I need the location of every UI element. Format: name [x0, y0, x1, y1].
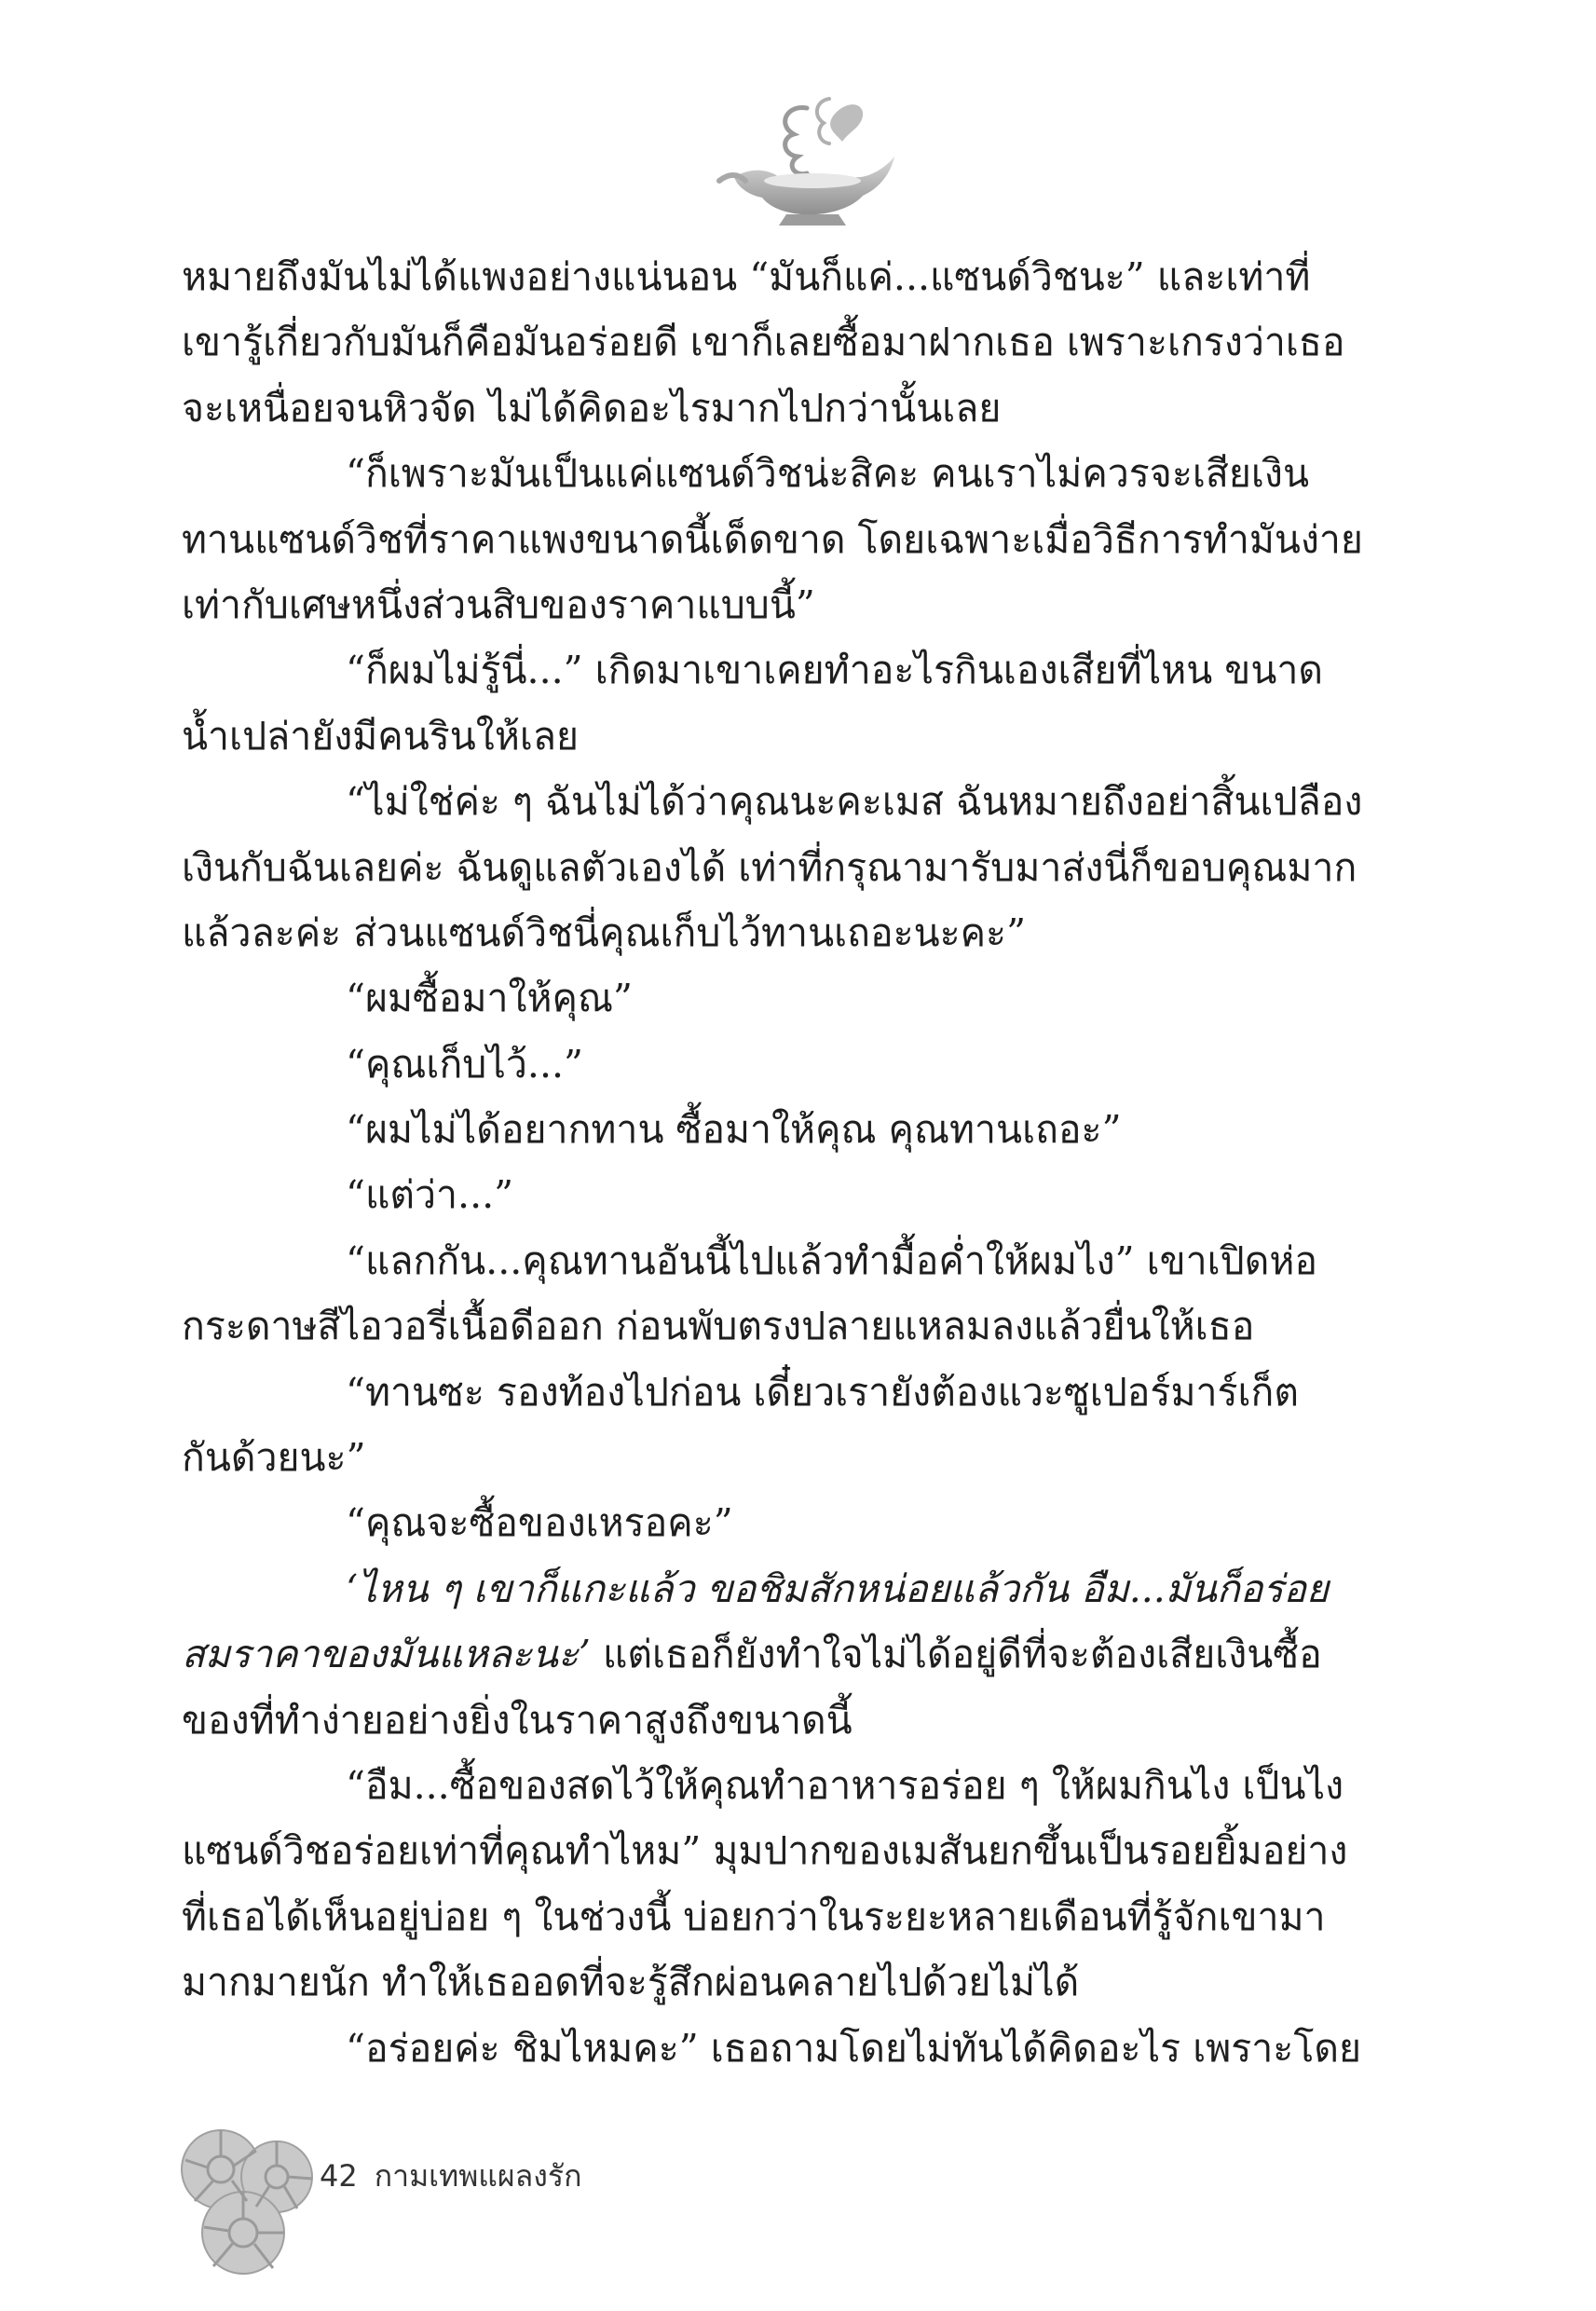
text-line: “ผมไม่ได้อยากทาน ซื้อมาให้คุณ คุณทานเถอะ”: [346, 1107, 1122, 1153]
text-line: “แต่ว่า...”: [346, 1172, 514, 1218]
text-line: เท่ากับเศษหนึ่งส่วนสิบของราคาแบบนี้”: [182, 581, 815, 627]
text-line: มากมายนัก ทำให้เธออดที่จะรู้สึกผ่อนคลายไปด้วยไม่ได้: [182, 1960, 1080, 2005]
genie-lamp-icon: [697, 91, 902, 231]
text-line: “ก็ผมไม่รู้นี่...” เกิดมาเขาเคยทำอะไรกินเองเสียที่ไหน ขนาด: [346, 648, 1324, 693]
text-line: กระดาษสีไอวอรี่เนื้อดีออก ก่อนพับตรงปลายแหลมลงแล้วยื่นให้เธอ: [182, 1304, 1255, 1349]
text-line: “แลกกัน...คุณทานอันนี้ไปแล้วทำมื้อค่ำให้ผมไง” เขาเปิดห่อ: [346, 1238, 1317, 1283]
text-line: จะเหนื่อยจนหิวจัด ไม่ได้คิดอะไรมากไปกว่านั้นเลย: [182, 385, 1002, 431]
italic-segment: สมราคาของมันแหละนะ’: [182, 1632, 591, 1677]
text-line: “คุณจะซื้อของเหรอคะ”: [346, 1500, 733, 1546]
text-line: “ไม่ใช่ค่ะ ๆ ฉันไม่ได้ว่าคุณนะคะเมส ฉันหมายถึงอย่าสิ้นเปลือง: [346, 779, 1363, 825]
text-line: เขารู้เกี่ยวกับมันก็คือมันอร่อยดี เขาก็เลยซื้อมาฝากเธอ เพราะเกรงว่าเธอ: [182, 320, 1345, 365]
text-segment: แต่เธอก็ยังทำใจไม่ได้อยู่ดีที่จะต้องเสียเงินซื้อ: [590, 1632, 1322, 1677]
flower-cluster-icon: [172, 2123, 326, 2281]
text-line: “ผมซื้อมาให้คุณ”: [346, 976, 633, 1021]
text-line: กันด้วยนะ”: [182, 1435, 366, 1481]
text-line: ทานแซนด์วิชที่ราคาแพงขนาดนี้เด็ดขาด โดยเฉพาะเมื่อวิธีการทำมันง่าย: [182, 516, 1363, 562]
text-line-italic: ‘ไหน ๆ เขาก็แกะแล้ว ขอชิมสักหน่อยแล้วกัน อืม...มันก็อร่อย: [346, 1566, 1329, 1611]
book-title: กามเทพแผลงรัก: [374, 2158, 582, 2194]
body-text: [182, 244, 1374, 2081]
text-line: น้ำเปล่ายังมีคนรินให้เลย: [182, 713, 580, 759]
text-line: หมายถึงมันไม่ได้แพงอย่างแน่นอน “มันก็แค่...แซนด์วิชนะ” และเท่าที่: [182, 254, 1311, 299]
page-number: 42: [320, 2158, 358, 2194]
text-line: แล้วละค่ะ ส่วนแซนด์วิชนี่คุณเก็บไว้ทานเถอะนะคะ”: [182, 909, 1027, 955]
text-line: “ก็เพราะมันเป็นแค่แซนด์วิชน่ะสิคะ คนเราไม่ควรจะเสียเงิน: [346, 451, 1309, 497]
text-line: ของที่ทำง่ายอย่างยิ่งในราคาสูงถึงขนาดนี้: [182, 1697, 853, 1743]
text-line-mixed: [182, 1621, 1374, 1687]
text-line: แซนด์วิชอร่อยเท่าที่คุณทำไหม” มุมปากของเมสันยกขึ้นเป็นรอยยิ้มอย่าง: [182, 1828, 1348, 1874]
text-line: “อืม...ซื้อของสดไว้ให้คุณทำอาหารอร่อย ๆ ให้ผมกินไง เป็นไง: [346, 1762, 1344, 1808]
text-line: “คุณเก็บไว้...”: [346, 1041, 583, 1087]
text-line: “อร่อยค่ะ ชิมไหมคะ” เธอถามโดยไม่ทันได้คิดอะไร เพราะโดย: [346, 2025, 1362, 2071]
text-line: “ทานซะ รองท้องไปก่อน เดี๋ยวเรายังต้องแวะซูเปอร์มาร์เก็ต: [346, 1369, 1299, 1415]
page-footer: [320, 2153, 581, 2200]
text-line: เงินกับฉันเลยค่ะ ฉันดูแลตัวเองได้ เท่าที่กรุณามารับมาส่งนี่ก็ขอบคุณมาก: [182, 844, 1357, 890]
text-line: ที่เธอได้เห็นอยู่บ่อย ๆ ในช่วงนี้ บ่อยกว่าในระยะหลายเดือนที่รู้จักเขามา: [182, 1894, 1326, 1939]
